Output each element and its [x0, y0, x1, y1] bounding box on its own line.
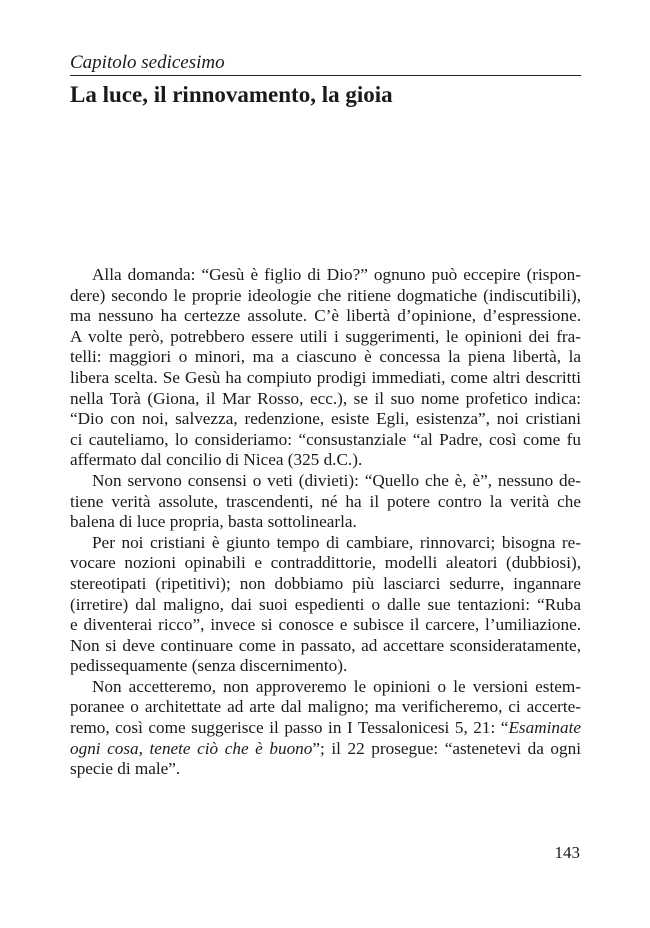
chapter-label: Capitolo sedicesimo	[70, 52, 225, 73]
line-text: ma nessuno ha certezze assolute. C’è libertà d’opinione, d’espressione.	[70, 306, 581, 326]
line-text: affermato dal concilio di Nicea (325 d.C.).	[70, 450, 363, 470]
chapter-title: La luce, il rinnovamento, la gioia	[70, 82, 393, 107]
line-text: Alla domanda: “Gesù è figlio di Dio?” ognuno può eccepire (rispon-	[92, 265, 581, 284]
text-line	[70, 615, 581, 636]
page-number: 143	[554, 843, 580, 862]
italic-quote: Esaminate	[508, 718, 581, 738]
line-text: “Dio con noi, salvezza, redenzione, esiste Egli, esistenza”, noi cristiani	[70, 409, 581, 429]
text-line	[70, 265, 581, 286]
body-text	[70, 265, 581, 780]
line-text: stereotipati (ripetitivi); non dobbiamo più lasciarci sedurre, ingannare	[70, 573, 581, 593]
line-text: balena di luce propria, basta sottolinearla.	[70, 512, 357, 532]
line-text: Per noi cristiani è giunto tempo di cambiare, rinnovarci; bisogna re-	[92, 532, 581, 552]
paragraph	[70, 533, 581, 677]
line-text: e diventerai ricco”, invece si conosce e subisce il carcere, l’umiliazione.	[70, 615, 581, 635]
line-text: tiene verità assolute, trascendenti, né ha il potere contro la verità che	[70, 491, 581, 511]
text-line	[70, 409, 581, 430]
text-line	[70, 512, 581, 533]
line-text: (irretire) dal maligno, dai suoi espedienti o dalle sue tentazioni: “Ruba	[70, 594, 581, 614]
text-line	[70, 677, 581, 698]
line-text: Non servono consensi o veti (divieti): “Quello che è, è”, nessuno de-	[92, 470, 581, 490]
line-text: Non si deve continuare come in passato, ad accettare sconsideratamente,	[70, 635, 581, 655]
line-text: remo, così come suggerisce il passo in I Tessalonicesi 5, 21: “	[70, 718, 509, 738]
paragraph	[70, 265, 581, 471]
text-line	[70, 347, 581, 368]
header-divider	[70, 75, 581, 76]
text-line	[70, 595, 581, 616]
text-line	[70, 656, 581, 677]
text-line	[70, 389, 581, 410]
line-text: telli: maggiori o minori, ma a ciascuno è concessa la piena libertà, la	[70, 347, 581, 367]
line-text: dere) secondo le proprie ideologie che ritiene dogmatiche (indiscutibili),	[70, 285, 581, 305]
line-text: ”; il 22 prosegue: “astenetevi da ogni	[312, 738, 581, 758]
line-text: Non accetteremo, non approveremo le opinioni o le versioni estem-	[92, 676, 581, 696]
line-text: poranee o architettate ad arte dal maligno; ma verificheremo, ci accerte-	[70, 697, 581, 717]
text-line	[70, 471, 581, 492]
text-line	[70, 450, 581, 471]
text-line	[70, 327, 581, 348]
paragraph	[70, 471, 581, 533]
line-text: A volte però, potrebbero essere utili i suggerimenti, le opinioni dei fra-	[70, 326, 581, 346]
line-text: nella Torà (Giona, il Mar Rosso, ecc.), se il suo nome profetico indica:	[70, 388, 581, 408]
paragraph	[70, 677, 581, 780]
text-line	[70, 697, 581, 718]
text-line	[70, 430, 581, 451]
text-line	[70, 574, 581, 595]
text-line	[70, 533, 581, 554]
line-text: pedissequamente (senza discernimento).	[70, 656, 348, 676]
line-text: vocare nozioni opinabili e contraddittorie, modelli aleatori (dubbiosi),	[70, 553, 581, 573]
text-line	[70, 286, 581, 307]
text-line	[70, 759, 581, 780]
text-line	[70, 553, 581, 574]
text-line	[70, 306, 581, 327]
line-text: libera scelta. Se Gesù ha compiuto prodigi immediati, come altri descritti	[70, 367, 581, 387]
line-text: ci cauteliamo, lo consideriamo: “consustanziale “al Padre, così come fu	[70, 429, 581, 449]
text-line	[70, 492, 581, 513]
text-line	[70, 636, 581, 657]
text-line	[70, 739, 581, 760]
text-line	[70, 368, 581, 389]
italic-quote: ogni cosa, tenete ciò che è buono	[70, 738, 313, 758]
line-text: specie di male”.	[70, 759, 181, 779]
text-line	[70, 718, 581, 739]
